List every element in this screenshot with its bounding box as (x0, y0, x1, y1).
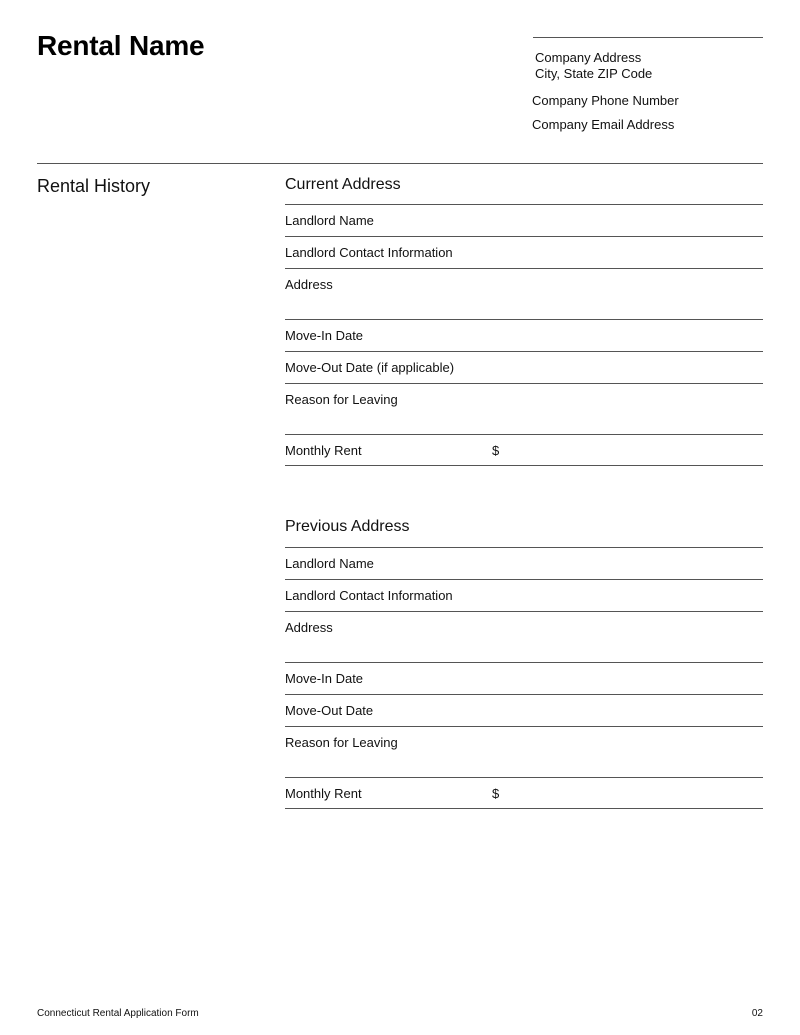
field-label: Move-In Date (285, 328, 364, 343)
section-title: Rental History (37, 176, 151, 196)
previous-reason-field[interactable] (285, 727, 763, 778)
field-label: Reason for Leaving (285, 735, 398, 750)
previous-landlord-name-field[interactable] (285, 548, 763, 580)
field-label: Move-Out Date (if applicable) (285, 360, 455, 375)
previous-move-in-field[interactable] (285, 663, 763, 695)
field-label: Landlord Name (285, 556, 374, 571)
field-label: Address (285, 277, 333, 292)
footer-form-name: Connecticut Rental Application Form (37, 1008, 199, 1019)
footer-page-number: 02 (751, 1008, 763, 1019)
company-phone: Company Phone Number (532, 93, 679, 108)
field-label: Reason for Leaving (285, 392, 398, 407)
current-move-in-field[interactable] (285, 320, 763, 352)
field-label: Monthly Rent (285, 786, 362, 801)
section-divider (37, 163, 763, 164)
current-address-title: Current Address (285, 176, 401, 193)
company-city-state-zip: City, State ZIP Code (535, 66, 653, 81)
currency-symbol: $ (492, 786, 500, 801)
field-label: Landlord Contact Information (285, 588, 453, 603)
previous-move-out-field[interactable] (285, 695, 763, 727)
field-label: Move-Out Date (285, 703, 374, 718)
field-label: Landlord Name (285, 213, 374, 228)
field-label: Monthly Rent (285, 443, 362, 458)
company-email: Company Email Address (532, 117, 675, 132)
current-monthly-rent-field[interactable] (285, 435, 763, 466)
previous-monthly-rent-field[interactable] (285, 778, 763, 809)
field-label: Move-In Date (285, 671, 364, 686)
field-label: Landlord Contact Information (285, 245, 453, 260)
currency-symbol: $ (492, 443, 500, 458)
current-landlord-contact-field[interactable] (285, 237, 763, 269)
current-reason-field[interactable] (285, 384, 763, 435)
previous-address-field[interactable] (285, 612, 763, 663)
company-address: Company Address (535, 50, 642, 65)
current-move-out-field[interactable] (285, 352, 763, 384)
field-label: Address (285, 620, 333, 635)
company-rule (533, 37, 763, 38)
previous-address-title: Previous Address (285, 518, 410, 535)
current-address-field[interactable] (285, 269, 763, 320)
current-landlord-name-field[interactable] (285, 205, 763, 237)
rental-name-title: Rental Name (37, 30, 205, 61)
previous-landlord-contact-field[interactable] (285, 580, 763, 612)
